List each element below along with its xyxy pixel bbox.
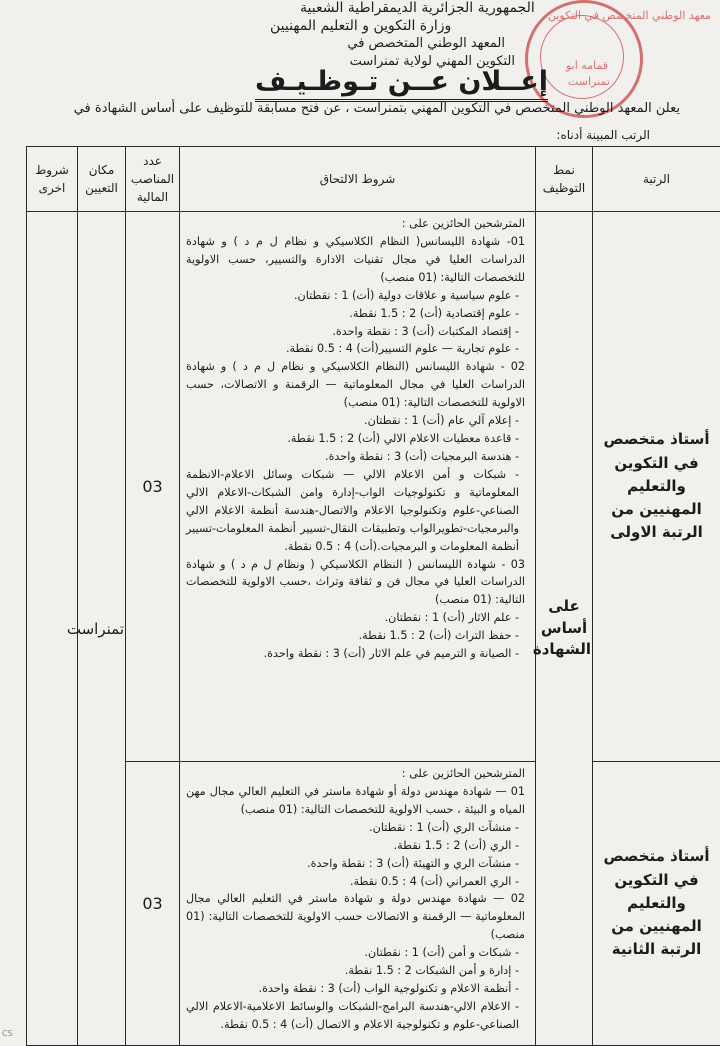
condition-group-title: 01- شهادة الليسانس( النظام الكلاسيكي و نظام ل م د ) و شهادة الدراسات العليا في مجال تقنيات الادارة والتسيير، حسب الاولوية للتخصصات التالية: (01 منصب) xyxy=(186,233,525,287)
specialty-item: - هندسة البرمجيات (أت) 3 : نقطة واحدة. xyxy=(186,448,525,466)
header-conditions: شروط الالتحاق xyxy=(180,147,536,212)
intro-text-continued: الرتب المبينة أدناه: xyxy=(556,128,650,142)
republic-header: الجمهورية الجزائرية الديمقراطية الشعبية xyxy=(300,0,535,16)
stamp-text-middle: قمامه ابو xyxy=(566,59,608,72)
specialty-item: - الري العمراني (أت) 4 : 0.5 نقطة. xyxy=(186,873,525,891)
specialty-item: - علوم إقتصادية (أت) 2 : 1.5 نقطة. xyxy=(186,305,525,323)
specialty-item: - إعلام آلي عام (أت) 1 : نقطتان. xyxy=(186,412,525,430)
specialty-item: - علوم تجارية — علوم التسيير(أت) 4 : 0.5 نقطة. xyxy=(186,340,525,358)
specialty-item: - إدارة و أمن الشبكات 2 : 1.5 نقطة. xyxy=(186,962,525,980)
table-header-row xyxy=(27,147,720,212)
conditions-cell xyxy=(180,762,536,1046)
stamp-text-bottom: تمنراست xyxy=(568,75,610,88)
header-mode: نمط التوظيف xyxy=(536,147,593,212)
specialty-item: - شبكات و أمن (أت) 1 : نقطتان. xyxy=(186,944,525,962)
intro-text: يعلن المعهد الوطني المتخصص في التكوين المهني بتمنراست ، عن فتح مسابقة للتوظيف على أساس الشهادة في xyxy=(74,101,680,116)
specialty-item: - منشآت الري و التهيئة (أت) 3 : نقطة واحدة. xyxy=(186,855,525,873)
specialty-item: - علم الاثار (أت) 1 : نقطتان. xyxy=(186,609,525,627)
specialty-item: - قاعدة معطيات الاعلام الالي (أت) 2 : 1.5 نقطة. xyxy=(186,430,525,448)
positions-count-cell: 03 xyxy=(126,762,180,1046)
specialty-item: - منشآت الري (أت) 1 : نقطتان. xyxy=(186,819,525,837)
positions-count-cell: 03 xyxy=(126,212,180,762)
header-count: عدد المناصب المالية xyxy=(126,147,180,212)
specialty-item: - علوم سياسية و علاقات دولية (أت) 1 : نقطتان. xyxy=(186,287,525,305)
institute-name-line2: التكوين المهني لولاية تمنراست xyxy=(350,54,515,69)
condition-group-title: 03 - شهادة الليسانس ( النظام الكلاسيكي ( ونظام ل م د ) و شهادة الدراسات العليا في مجال فن و ثقافة وتراث ،حسب الاولوية للتخصصات التالية: (01 منصب) xyxy=(186,556,525,610)
conditions-heading: المترشحين الحائزين على : xyxy=(186,215,525,233)
positions-table xyxy=(26,146,720,1046)
ministry-header: وزارة التكوين و التعليم المهنيين xyxy=(270,18,451,34)
table-row xyxy=(27,762,720,1046)
specialty-item: - الري (أت) 2 : 1.5 نقطة. xyxy=(186,837,525,855)
header-other: شروط اخرى xyxy=(27,147,78,212)
specialty-item: - أنظمة الاعلام و تكنولوجية الواب (أت) 3 : نقطة واحدة. xyxy=(186,980,525,998)
conditions-heading: المترشحين الحائزين على : xyxy=(186,765,525,783)
conditions-cell xyxy=(180,212,536,762)
specialty-item: - الصيانة و الترميم في علم الاثار (أت) 3 : نقطة واحدة. xyxy=(186,645,525,663)
stamp-text-top: معهد الوطني المتخصص في التكوين xyxy=(548,9,711,22)
rank-cell: أستاذ متخصص في التكوين والتعليم المهنيين من الرتبة الاولى xyxy=(593,212,720,762)
header-rank: الرتبة xyxy=(593,147,720,212)
specialty-item: - إقتصاد المكتبات (أت) 3 : نقطة واحدة. xyxy=(186,323,525,341)
table-row xyxy=(27,212,720,762)
page-title: إعــلان عــن تـوظـيـف xyxy=(255,66,548,102)
specialty-item: - حفظ التراث (أت) 2 : 1.5 نقطة. xyxy=(186,627,525,645)
scanner-watermark: CS xyxy=(2,1029,13,1038)
condition-group-title: 02 — شهادة مهندس دولة و شهادة ماستر في التعليم العالي مجال المعلوماتية — الرقمنة و الاتصالات حسب الاولوية للتخصصات التالية: (01 منصب) xyxy=(186,890,525,944)
institute-name-line1: المعهد الوطني المتخصص في xyxy=(347,36,505,51)
condition-group-title: 02 - شهادة الليسانس (النظام الكلاسيكي و نظام ل م د ) و شهادة الدراسات العليا في مجال المعلوماتية — الرقمنة و الاتصالات، حسب الاولوية للتخصصات التالية: (01 منصب) xyxy=(186,358,525,412)
rank-cell: أستاذ متخصص في التكوين والتعليم المهنيين من الرتبة الثانية xyxy=(593,762,720,1046)
header-place: مكان التعيين xyxy=(78,147,126,212)
specialty-item: - شبكات و أمن الاعلام الالي — شبكات وسائل الاعلام-الانظمة المعلوماتية و تكنولوجيات الواب-إدارة وامن الشبكات-الاعلام الالي الصناعي-علوم وتكنولوجيا الاعلام والاتصال-هندسة أنظمة الاعلام الالي والبرمجيات-تطويرالواب وتطبيقات النقال-تسيير أنظمة المعلومات-تسيير أنظمة المعلومات و البرمجيات.(أت) 4 : 0.5 نقطة. xyxy=(186,466,525,556)
recruitment-mode-cell: على أساس الشهادة xyxy=(536,212,593,1046)
specialty-item: - الاعلام الالي-هندسة البرامج-الشبكات والوسائط الاعلامية-الاعلام الالي الصناعي-علوم و تكنولوجية الاعلام و الاتصال (أت) 4 : 0.5 نقطة. xyxy=(186,998,525,1034)
condition-group-title: 01 — شهادة مهندس دولة أو شهادة ماستر في التعليم العالي مجال مهن المياه و البيئة ، حسب الاولوية للتخصصات التالية: (01 منصب) xyxy=(186,783,525,819)
assignment-place-cell: تمنراست xyxy=(78,212,126,1046)
